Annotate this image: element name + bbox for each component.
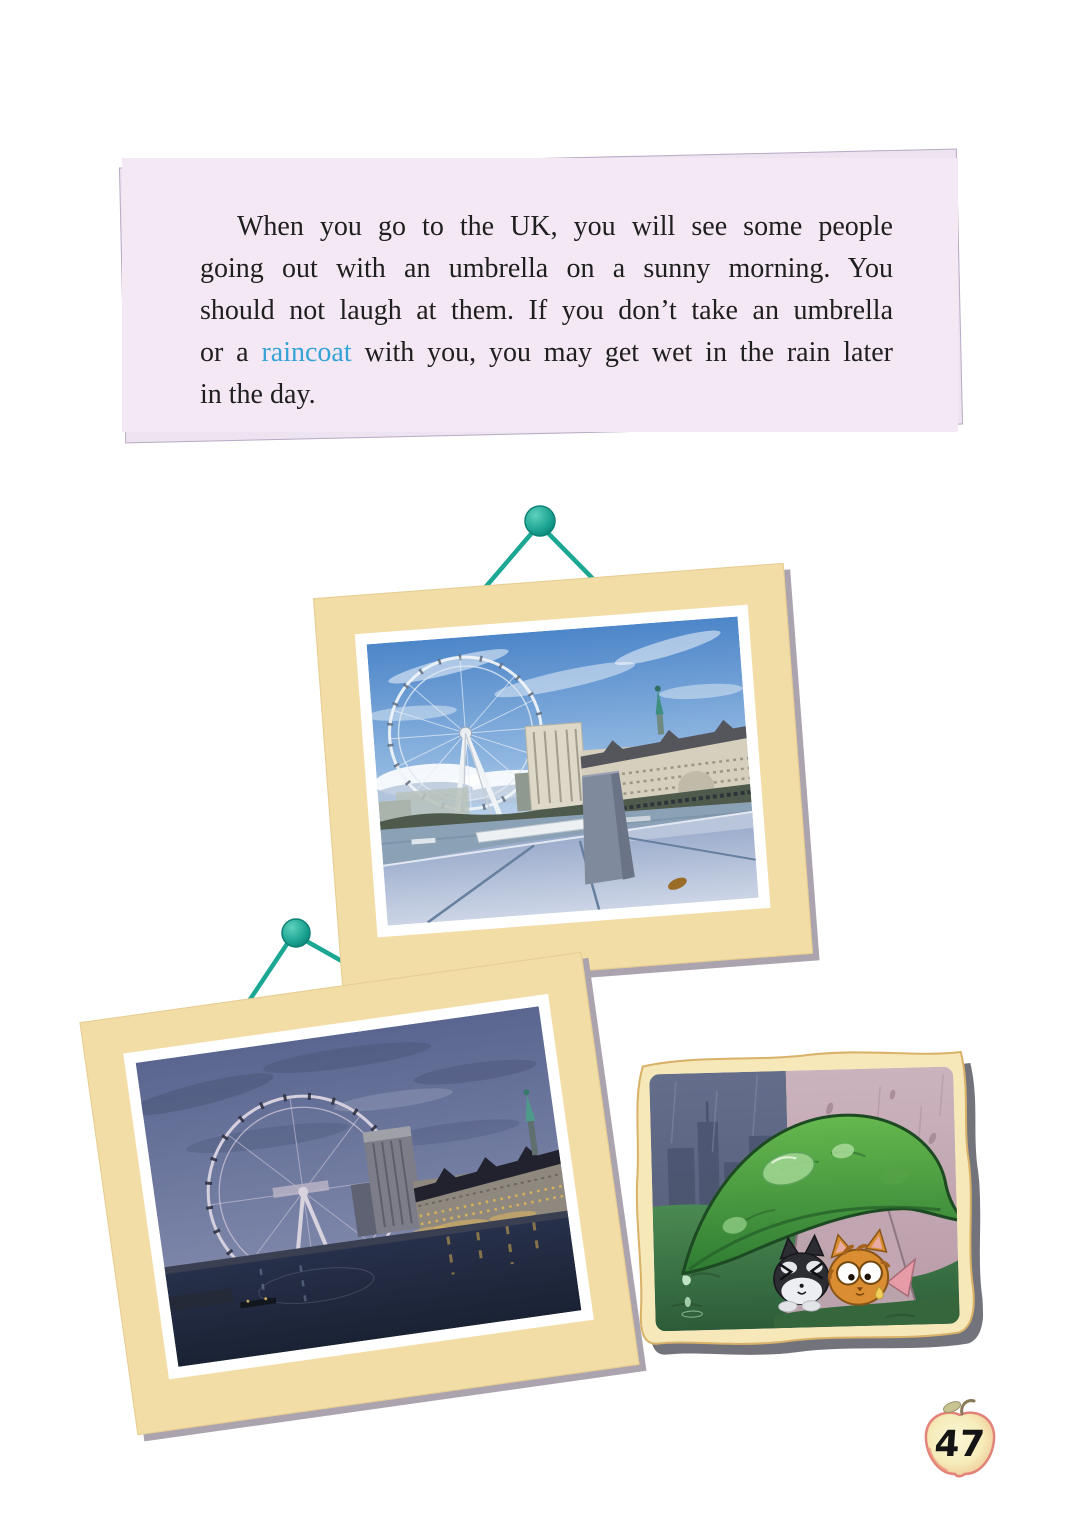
reading-card — [122, 158, 958, 432]
photo-mat — [123, 994, 594, 1380]
apple-icon — [913, 1396, 1007, 1482]
photo-frame-london-eye-day — [313, 563, 813, 989]
text-line: going out with an umbrella on a sunny morning. You — [200, 253, 893, 284]
london-eye-day-photo — [367, 616, 759, 925]
text-line: or a raincoat with you, you may get wet in the rain later — [200, 337, 893, 368]
cats-under-leaf-cartoon — [624, 1043, 984, 1358]
page-number-label: 47 — [933, 1424, 987, 1465]
cats-under-leaf-image — [624, 1043, 984, 1358]
apple-page-marker-icon — [913, 1396, 1007, 1482]
text-line: should not laugh at them. If you don’t take an umbrella — [200, 295, 893, 326]
raincoat-highlight: raincoat — [261, 337, 352, 368]
text-line: in the day. — [200, 379, 316, 410]
reading-card-front — [122, 158, 958, 432]
photo-frame-london-eye-dusk — [79, 952, 639, 1436]
reading-card-text — [200, 206, 893, 416]
text-line: When you go to the UK, you will see some people — [237, 211, 893, 242]
photo-mat — [355, 605, 771, 938]
london-eye-dusk-photo — [136, 1006, 582, 1367]
